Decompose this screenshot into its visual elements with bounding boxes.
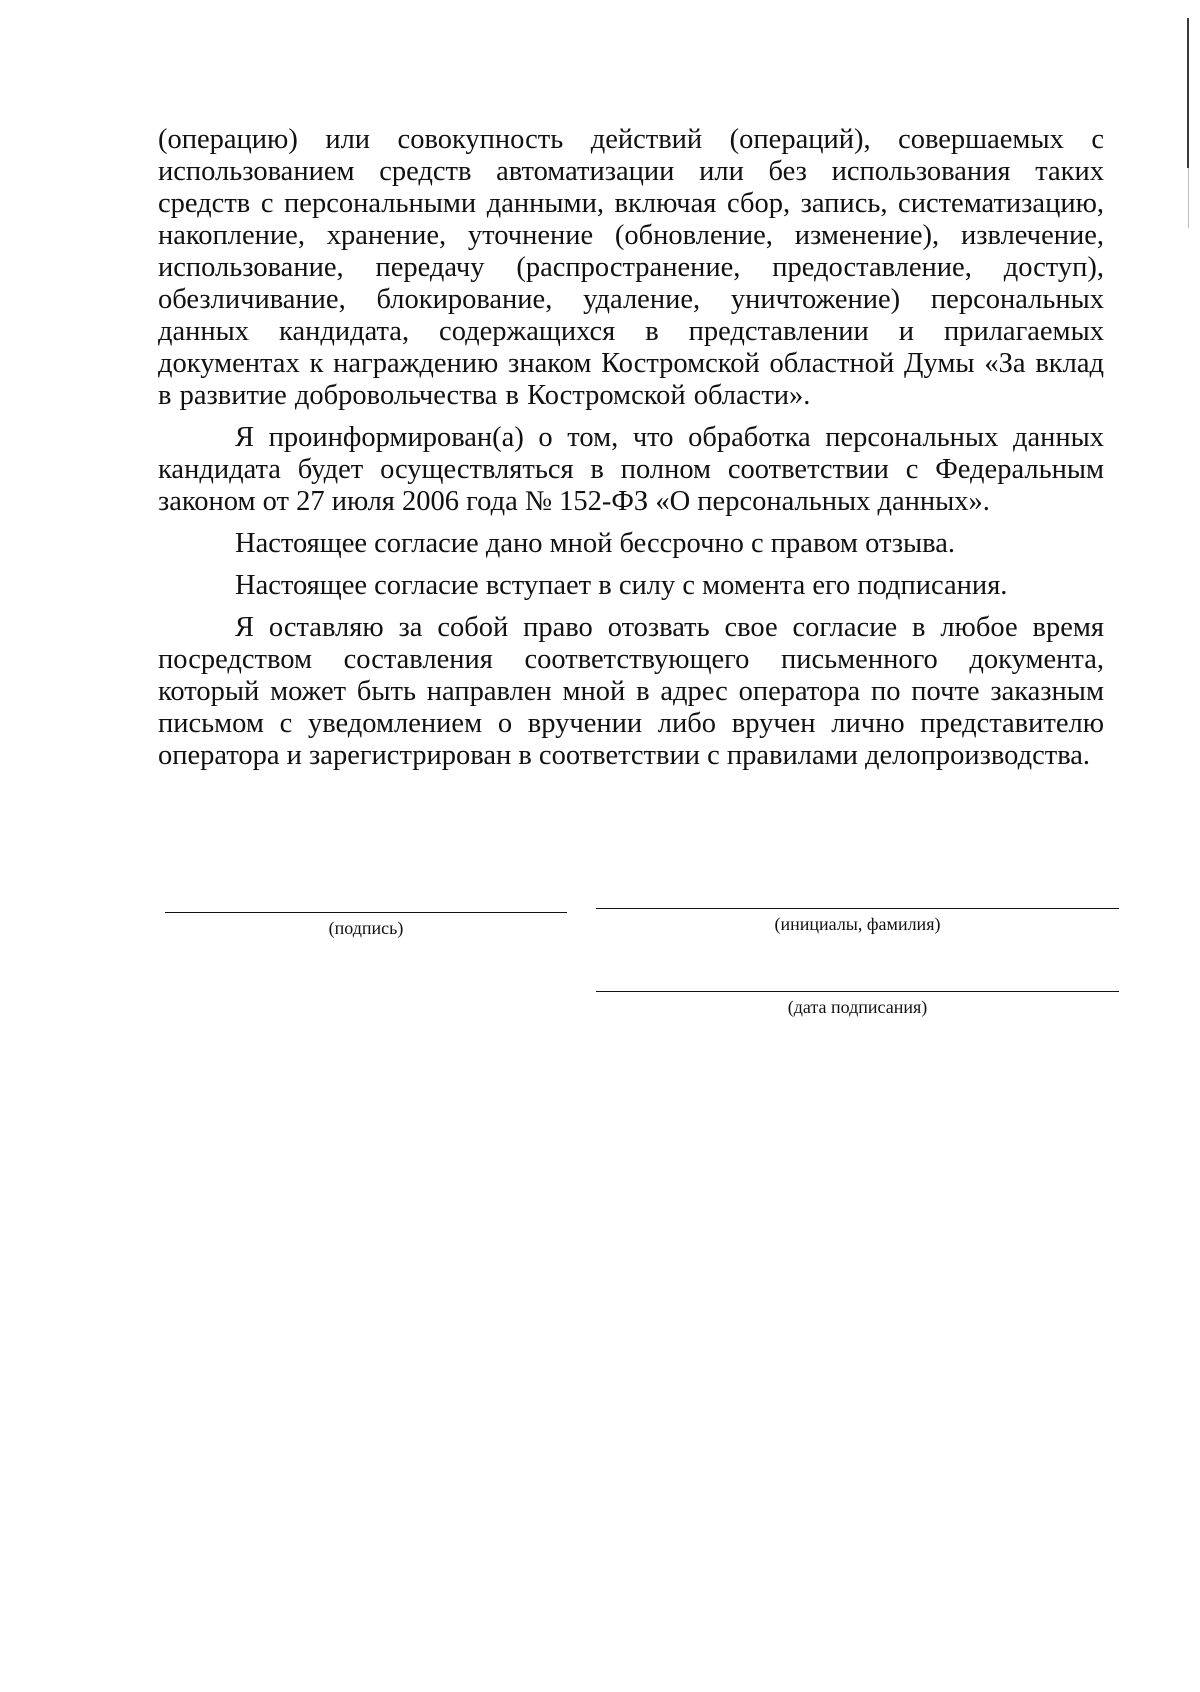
scan-edge-mark-faint [1188,168,1189,228]
paragraph-consent-effective: Настоящее согласие вступает в силу с момента его подписания. [235,570,1008,601]
name-caption: (инициалы, фамилия) [774,914,941,934]
signature-line [165,912,567,913]
date-caption: (дата подписания) [787,997,928,1017]
paragraph-consent-term: Настоящее согласие дано мной бессрочно с правом отзыва. [235,528,956,559]
paragraph-revocation-right: Я оставляю за собой право отозвать свое согласие в любое время посредством составления соответствующего письменного документа, который может быть направлен мной в адрес оператора по почте заказным письмом с уведомлением о вручении либо вручен лично представителю оператора и зарегистрирован в соответствии с правилами делопроизводства. [158,612,1104,771]
document-body [158,124,1104,772]
signature-caption: (подпись) [328,918,404,938]
paragraph-processing-actions: (операцию) или совокупность действий (операций), совершаемых с использованием средств автоматизации или без использования таких средств с персональными данными, включая сбор, запись, систематизацию, накопление, хранение, уточнение (обновление, изменение), извлечение, использование, передачу (распространение, предоставление, доступ), обезличивание, блокирование, удаление, уничтожение) персональных данных кандидата, содержащихся в представлении и прилагаемых документах к награждению знаком Костромской областной Думы «За вклад в развитие добровольчества в Костромской области». [158,124,1104,411]
paragraph-informed: Я проинформирован(а) о том, что обработка персональных данных кандидата будет осуществляться в полном соответствии с Федеральным законом от 27 июля 2006 года № 152-ФЗ «О персональных данных». [158,422,1104,517]
date-line [596,991,1119,992]
name-line [596,908,1119,909]
scan-edge-mark [1187,18,1189,168]
